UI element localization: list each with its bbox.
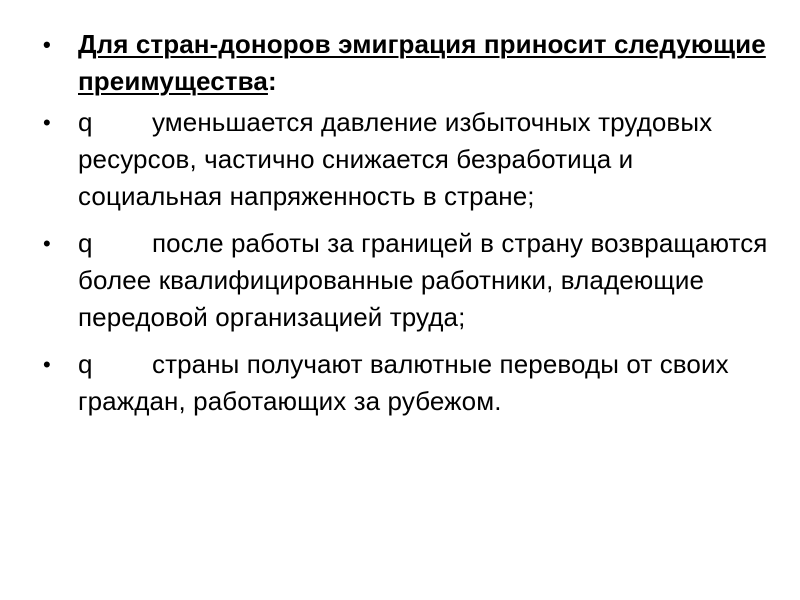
- item-marker: q: [78, 228, 93, 258]
- heading-text: Для стран-доноров эмиграция приносит следующие преимущества: [78, 29, 766, 96]
- bullet-dot-icon: •: [43, 231, 51, 256]
- list-item: [40, 346, 770, 420]
- bullet-dot-icon: •: [43, 32, 51, 57]
- list-item: [40, 104, 770, 215]
- bullet-dot-icon: •: [43, 110, 51, 135]
- item-text: уменьшается давление избыточных трудовых ресурсов, частично снижается безработица и социальная напряженность в стране;: [78, 107, 713, 211]
- item-marker: q: [78, 349, 93, 379]
- item-text: страны получают валютные переводы от своих граждан, работающих за рубежом.: [78, 349, 729, 416]
- bullet-list: [40, 26, 770, 420]
- bullet-dot-icon: •: [43, 352, 51, 377]
- heading-colon: :: [267, 66, 277, 96]
- heading-bullet: [40, 26, 770, 100]
- item-marker: q: [78, 107, 93, 137]
- item-text: после работы за границей в страну возвращаются более квалифицированные работники, владеющие передовой организацией труда;: [78, 228, 768, 332]
- list-item: [40, 225, 770, 336]
